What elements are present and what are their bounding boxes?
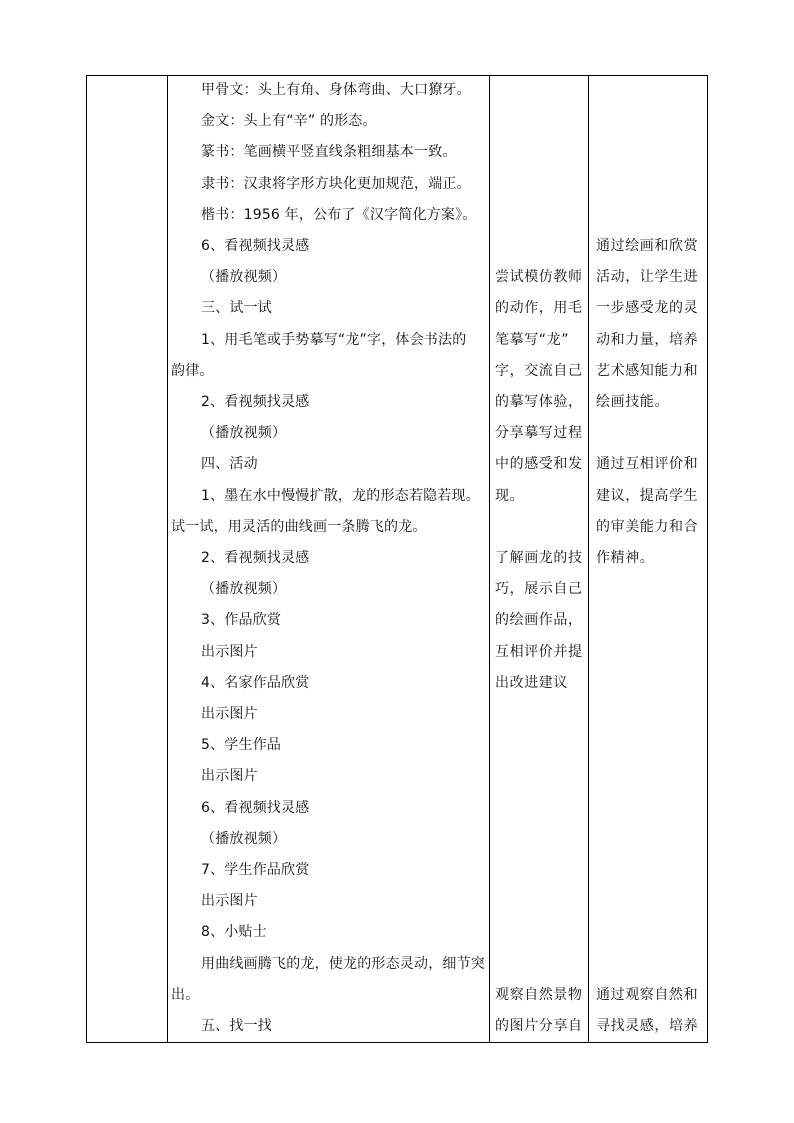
process-line: （播放视频） (201, 425, 287, 442)
design-intent-line: 通过互相评价和 (596, 456, 699, 473)
process-line: 出示图片 (201, 706, 258, 722)
process-line: 隶书：汉隶将字形方块化更加规范，端正。 (201, 175, 471, 192)
process-line: 1、用毛笔或手势摹写“龙”字，体会书法的 (201, 331, 467, 348)
process-line: 金文：头上有“辛” 的形态。 (201, 113, 377, 130)
design-intent-line: 艺术感知能力和 (596, 362, 699, 379)
process-line: 出。 (171, 986, 200, 1003)
process-line: 用曲线画腾飞的龙，使龙的形态灵动，细节突 (201, 955, 485, 972)
design-intent-line: 寻找灵感，培养 (596, 1018, 699, 1034)
process-line: 7、学生作品欣赏 (201, 862, 310, 878)
design-intent-line: 活动，让学生进 (596, 269, 699, 286)
process-line: 6、看视频找灵感 (201, 238, 310, 254)
design-intent-line: 作精神。 (596, 550, 655, 566)
design-intent-line: 动和力量，培养 (596, 331, 699, 348)
process-line: 3、作品欣赏 (201, 612, 282, 629)
table-border-bottom (86, 1042, 708, 1043)
student-activity-line: 的绘画作品， (495, 612, 583, 629)
process-line: 楷书：1956 年，公布了《汉字简化方案》。 (201, 206, 477, 223)
design-intent-line: 绘画技能。 (596, 394, 669, 410)
design-intent-line: 通过绘画和欣赏 (596, 238, 699, 254)
column-divider-2 (489, 75, 490, 1043)
student-activity-line: 出改进建议 (495, 674, 568, 691)
table-border-left (86, 75, 87, 1043)
design-intent-line: 一步感受龙的灵 (596, 300, 699, 317)
process-line: 五、找一找 (201, 1018, 272, 1034)
student-activity-line: 现。 (495, 487, 525, 504)
student-activity-line: 中的感受和发 (495, 456, 583, 473)
process-line: 试一试，用灵活的曲线画一条腾飞的龙。 (171, 518, 427, 535)
process-line: 甲骨文：头上有角、身体弯曲、大口獠牙。 (201, 82, 471, 98)
process-line: 篆书：笔画横平竖直线条粗细基本一致。 (201, 144, 457, 161)
student-activity-line: 的摹写体验， (495, 394, 583, 410)
design-intent-line: 通过观察自然和 (596, 986, 699, 1003)
column-divider-1 (167, 75, 168, 1043)
student-activity-line: 尝试模仿教师 (495, 269, 583, 286)
student-activity-line: 分享摹写过程 (495, 425, 583, 442)
design-intent-line: 建议，提高学生 (596, 487, 699, 504)
process-line: 2、看视频找灵感 (201, 550, 310, 566)
table-border-top (86, 75, 708, 76)
design-intent-line: 的审美能力和合 (596, 518, 699, 535)
process-line: 出示图片 (201, 768, 258, 785)
process-line: 8、小贴士 (201, 924, 267, 941)
process-line: 4、名家作品欣赏 (201, 674, 310, 691)
process-line: 韵律。 (171, 362, 214, 379)
student-activity-line: 巧，展示自己 (495, 581, 583, 598)
process-line: 四、活动 (201, 456, 258, 473)
student-activity-line: 互相评价并提 (495, 643, 583, 660)
process-line: 出示图片 (201, 893, 258, 910)
student-activity-line: 笔摹写“龙” (495, 331, 570, 348)
process-line: （播放视频） (201, 830, 287, 847)
process-line: 6、看视频找灵感 (201, 799, 310, 816)
process-line: （播放视频） (201, 269, 287, 286)
student-activity-line: 观察自然景物 (495, 986, 583, 1003)
process-line: 三、试一试 (201, 300, 272, 317)
student-activity-line: 的图片分享自 (495, 1018, 583, 1034)
column-divider-3 (588, 75, 589, 1043)
process-line: 出示图片 (201, 643, 258, 660)
process-line: 1、墨在水中慢慢扩散，龙的形态若隐若现。 (201, 487, 480, 504)
process-line: （播放视频） (201, 581, 287, 598)
process-line: 2、看视频找灵感 (201, 394, 310, 410)
process-line: 5、学生作品 (201, 737, 282, 754)
student-activity-line: 了解画龙的技 (495, 550, 583, 566)
lesson-plan-table (86, 75, 708, 1043)
student-activity-line: 的动作，用毛 (495, 300, 583, 317)
student-activity-line: 字，交流自己 (495, 362, 583, 379)
table-border-right (707, 75, 708, 1043)
